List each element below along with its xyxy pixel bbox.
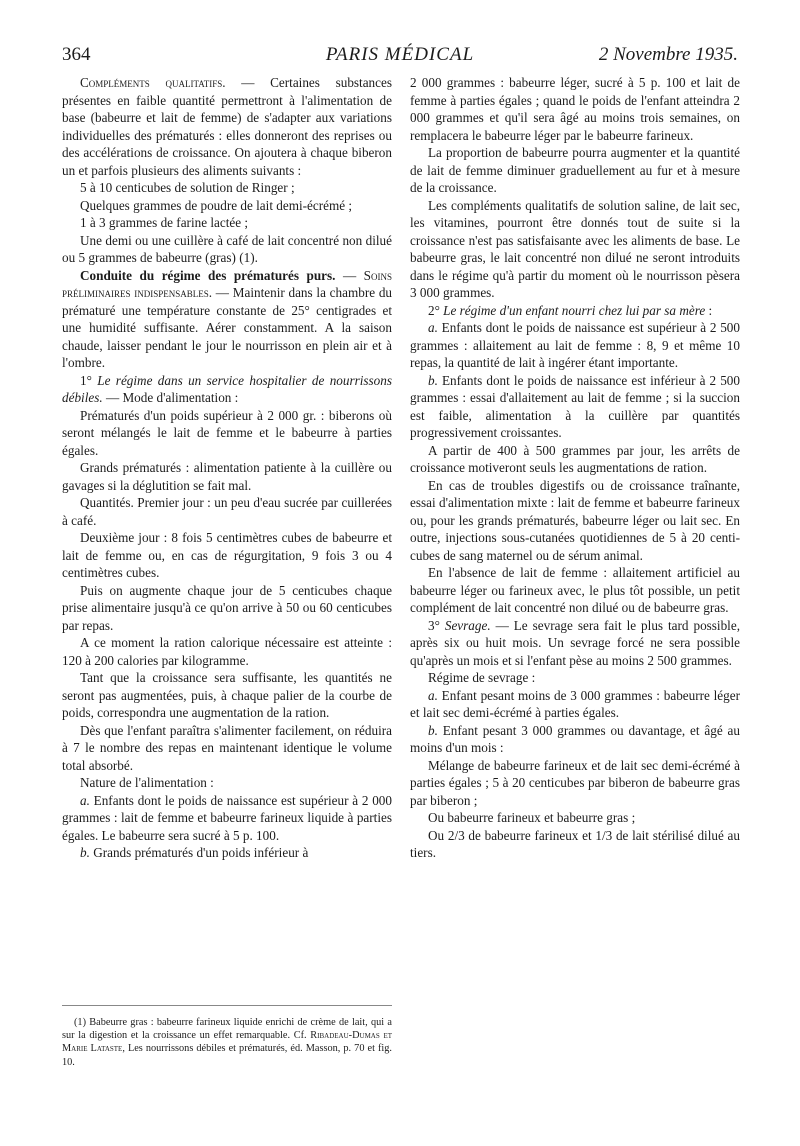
- paragraph: La proportion de babeurre pourra augmenter et la quantité de lait de femme diminuer graduellement au fur et à mesure de la croissance.: [410, 145, 740, 195]
- paragraph: Les compléments qualitatifs de solution saline, de lait sec, les vitamines, pourront être donnés tout de suite si la croissance n'est pas satisfaisante avec les aliments de base. Le babeurre gras, le lait concentré non dilué ne seront introduits dans le régime qu'à partir du moment où le nourrisson pèsera 3 000 grammes.: [410, 197, 740, 300]
- paragraph: A partir de 400 à 500 grammes par jour, les arrêts de croissance motiveront seuls les augmentations de ration.: [410, 442, 740, 475]
- paragraph: Nature de l'alimentation :: [80, 775, 214, 790]
- paragraph: [410, 617, 740, 670]
- paragraph: En l'absence de lait de femme : allaitement artificiel au babeurre léger ou farineux avec, le plus tôt possible, un petit complément de lait concentré non dilué ou de babeurre gras.: [410, 565, 740, 615]
- right-column: [410, 74, 740, 862]
- paragraph: Ou 2/3 de babeurre farineux et 1/3 de lait stérilisé dilué au tiers.: [410, 827, 740, 860]
- section-heading: Compléments qualitatifs.: [80, 75, 226, 90]
- section-heading: Conduite du régime des prématurés purs.: [80, 267, 336, 283]
- paragraph-text: Enfant pesant 3 000 grammes ou davantage, et âgé au moins d'un mois :: [410, 722, 740, 755]
- paragraph: Prématurés d'un poids supérieur à 2 000 gr. : biberons où seront mélangés le lait de femme et le babeurre à parties égales.: [62, 407, 392, 458]
- list-item: 1 à 3 grammes de farine lactée ;: [80, 215, 249, 230]
- paragraph-text: Enfants dont le poids de naissance est supérieur à 2 000 grammes : lait de femme et babeurre farineux liquide à parties égales. Le babeurre sera sucré à 5 p. 100.: [62, 792, 392, 843]
- running-header: [62, 44, 738, 70]
- item-letter: a.: [428, 687, 438, 703]
- section-number: 1°: [80, 372, 98, 388]
- paragraph-text: — Le sevrage sera fait le plus tard possible, après six ou huit mois. Un sevrage forcé ne sera possible qu'après un mois et si l'enfant pèse au moins 2 500 grammes.: [410, 617, 740, 668]
- paragraph: [62, 74, 392, 179]
- left-column: [62, 74, 392, 862]
- paragraph-text: — Mode d'alimentation :: [102, 390, 239, 405]
- paragraph: [62, 844, 392, 862]
- paragraph: Puis on augmente chaque jour de 5 centicubes chaque prise alimentaire jusqu'à ce qu'on arrive à 50 ou 60 centicubes par repas.: [62, 582, 392, 633]
- subsection-heading: Sevrage.: [444, 617, 491, 633]
- subsection-heading: Le régime d'un enfant nourri chez lui par sa mère: [443, 302, 706, 318]
- paragraph: Quantités. Premier jour : un peu d'eau sucrée par cuillerées à café.: [62, 495, 392, 528]
- paragraph: [410, 687, 740, 722]
- journal-title: PARIS MÉDICAL: [325, 44, 475, 65]
- list-item: 5 à 10 centicubes de solution de Ringer ;: [80, 180, 295, 195]
- paragraph-text: Grands prématurés d'un poids inférieur à: [89, 845, 309, 860]
- paragraph-text: — Maintenir dans la chambre du prématuré une température constante de 25° centigrades et une humidité suffisante. Aérer constamment. A la saison chaude, laisser pendant le jour le nourrisson en plein air et à l'ombre.: [62, 285, 393, 370]
- paragraph-text: Enfant pesant moins de 3 000 grammes : babeurre léger et lait sec demi-écrémé à parties égales.: [410, 687, 740, 720]
- subsection-heading: Soins préliminaires indispensables.: [62, 267, 392, 300]
- paragraph: Grands prématurés : alimentation patiente à la cuillère ou gavages si la déglutition se fait mal.: [62, 460, 392, 493]
- paragraph: [410, 302, 740, 320]
- paragraph: [410, 372, 740, 442]
- list-item: Quelques grammes de poudre de lait demi-écrémé ;: [80, 197, 353, 213]
- section-number: 3°: [428, 617, 445, 633]
- paragraph: Tant que la croissance sera suffisante, les quantités ne seront pas augmentées, puis, à chaque palier de la courbe de poids, correspondra une augmentation de la ration.: [62, 670, 392, 720]
- dash: —: [335, 267, 364, 283]
- paragraph: En cas de troubles digestifs ou de croissance traînante, essai d'alimentation mixte : lait de femme et babeurre farineux ou, pour les grands prématurés, babeurre léger ou lait sec. En outre, injections sous-cutanées quotidiennes de 5 à 20 centi-cubes de sang maternel ou de sérum animal.: [410, 477, 740, 563]
- paragraph: A ce moment la ration calorique nécessaire est atteinte : 120 à 200 calories par kilogramme.: [62, 635, 392, 668]
- paragraph: Deuxième jour : 8 fois 5 centimètres cubes de babeurre et lait de femme ou, en cas de régurgitation, 9 fois 3 ou 4 centimètres cubes.: [62, 530, 392, 580]
- footnote: [62, 1016, 392, 1069]
- item-letter: b.: [80, 845, 90, 860]
- page-number: 364: [62, 44, 91, 65]
- item-letter: a.: [428, 320, 438, 335]
- section-number: 2°: [428, 302, 444, 318]
- paragraph-text: Enfants dont le poids de naissance est inférieur à 2 500 grammes : essai d'allaitement au lait de femme ; si la succion est faible, alimentation à la cuillère par quantités progressivement croissantes.: [410, 372, 740, 440]
- issue-date: 2 Novembre 1935.: [598, 44, 738, 65]
- footnote-text: [62, 1016, 392, 1069]
- paragraph: [62, 792, 392, 845]
- footnote-part: , Les nourrissons débiles et prématurés, éd. Masson, p. 70 et fig. 10.: [62, 1043, 392, 1068]
- paragraph-text: Enfants dont le poids de naissance est supérieur à 2 500 grammes : allaitement au lait de femme : 8, 9 et même 10 repas, la quantité de lait à ingérer étant importante.: [410, 320, 740, 370]
- footnote-authors: Ribadeau-Dumas et Marie Lataste: [62, 1030, 392, 1055]
- list-item: Une demi ou une cuillère à café de lait concentré non dilué ou 5 grammes de babeurre (gras) (1).: [62, 232, 392, 265]
- paragraph: [410, 722, 740, 757]
- paragraph-text: — Certaines substances présentes en faible quantité permettront à l'alimentation de base (babeurre et lait de femme) de s'adapter aux variations individuelles des prématurés : elles donneront des reprises ou des accélérations de croissance. On ajoutera à chaque biberon un et parfois plusieurs des aliments suivants :: [62, 75, 392, 178]
- paragraph: [410, 319, 740, 372]
- paragraph: [62, 372, 392, 407]
- item-letter: b.: [428, 722, 438, 738]
- paragraph: [62, 267, 392, 372]
- paragraph: Dès que l'enfant paraîtra s'alimenter facilement, on réduira à 7 le nombre des repas en maintenant identique le volume total absorbé.: [62, 722, 392, 773]
- item-letter: a.: [80, 792, 90, 808]
- footnote-divider: [62, 1005, 392, 1006]
- paragraph: Régime de sevrage :: [428, 670, 536, 685]
- paragraph: Mélange de babeurre farineux et de lait sec demi-écrémé à parties égales ; 5 à 20 centicubes par biberon de babeurre gras par biberon ;: [410, 757, 740, 808]
- paragraph-text: :: [705, 302, 713, 318]
- subsection-heading: Le régime dans un service hospitalier de nourrissons débiles.: [62, 372, 392, 405]
- item-letter: b.: [428, 372, 438, 388]
- footnote-part: (1) Babeurre gras : babeurre farineux liquide enrichi de crème de lait, qui a sur la digestion et la croissance un effet remarquable. Cf.: [62, 1017, 392, 1042]
- paragraph: 2 000 grammes : babeurre léger, sucré à 5 p. 100 et lait de femme à parties égales ; quand le poids de l'enfant atteindra 2 000 grammes et qu'il sera âgé au moins trois semaines, on remplacera le babeurre léger par le babeurre farineux.: [410, 75, 740, 143]
- paragraph: Ou babeurre farineux et babeurre gras ;: [428, 810, 636, 825]
